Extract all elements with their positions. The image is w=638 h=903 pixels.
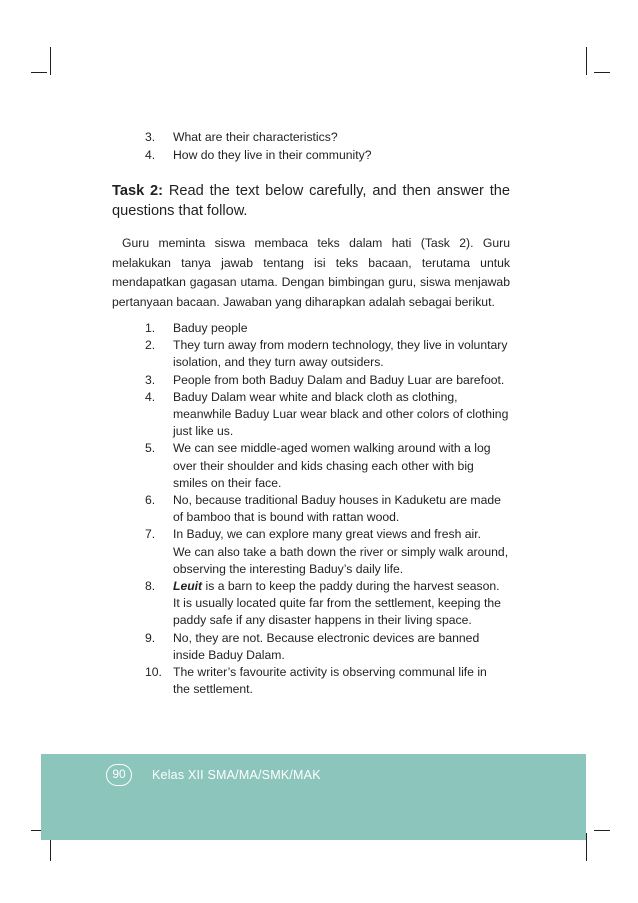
answer-body <box>173 372 513 389</box>
answer-number: 5. <box>145 441 156 456</box>
guide-text: Guru meminta siswa membaca teks dalam hati (Task 2). Guru melakukan tanya jawab tentang isi teks bacaan, terutama untuk mendapatkan gagasan utama. Dengan bimbingan guru, siswa menjawab pertanyaan bacaan. Jawaban yang diharapkan adalah sebagai berikut. <box>112 236 510 309</box>
answer-line: smiles on their face. <box>173 475 282 490</box>
answer-number: 1. <box>145 321 156 335</box>
answer-number: 10. <box>145 665 162 680</box>
answer-number: 4. <box>145 389 156 404</box>
question-text: What are their characteristics? <box>173 130 338 144</box>
answer-line: the settlement. <box>173 682 253 697</box>
answer-line: of bamboo that is bound with rattan wood. <box>173 510 400 525</box>
answer-line: meanwhile Baduy Luar wear black and other colors of clothing <box>173 407 509 422</box>
answer-item <box>145 526 513 578</box>
crop-mark-bottom-right-vertical <box>586 833 587 861</box>
footer-book-title: Kelas XII SMA/MA/SMK/MAK <box>152 768 321 782</box>
answer-line: Baduy people <box>173 321 248 335</box>
answer-number: 6. <box>145 493 156 508</box>
question-text: How do they live in their community? <box>173 148 372 162</box>
answer-number: 7. <box>145 527 156 542</box>
answer-body <box>173 337 513 371</box>
answer-item <box>145 492 513 526</box>
answer-line: inside Baduy Dalam. <box>173 647 285 662</box>
question-item <box>145 128 371 146</box>
question-item <box>145 146 371 164</box>
answer-body <box>173 578 513 630</box>
answer-body <box>173 389 513 441</box>
answer-line: In Baduy, we can explore many great views and fresh air. <box>173 527 482 542</box>
crop-mark-top-right-horizontal <box>594 72 610 73</box>
answer-body <box>173 492 513 526</box>
answer-item <box>145 320 513 337</box>
answer-line: observing the interesting Baduy’s daily life. <box>173 561 404 576</box>
answer-line-text: is a barn to keep the paddy during the harvest season. <box>202 579 500 594</box>
answer-number: 2. <box>145 338 156 353</box>
answer-line: Baduy Dalam wear white and black cloth as clothing, <box>173 389 458 404</box>
answer-body <box>173 526 513 578</box>
crop-mark-top-left-vertical <box>50 47 51 75</box>
page-number-badge: 90 <box>106 764 132 786</box>
answer-term-leuit: Leuit <box>173 579 203 594</box>
answer-item <box>145 578 513 630</box>
answer-line: No, because traditional Baduy houses in Kaduketu are made <box>173 493 501 508</box>
answer-item <box>145 664 513 698</box>
answer-line: They turn away from modern technology, they live in voluntary <box>173 338 508 353</box>
answer-number: 8. <box>145 579 156 594</box>
answer-list <box>145 320 513 698</box>
answer-line: We can see middle-aged women walking around with a log <box>173 441 491 456</box>
answer-line: over their shoulder and kids chasing each other with big <box>173 458 474 473</box>
answer-item <box>145 372 513 389</box>
answer-line: People from both Baduy Dalam and Baduy Luar are barefoot. <box>173 372 505 387</box>
answer-item <box>145 389 513 441</box>
answer-line: paddy safe if any disaster happens in their living space. <box>173 613 472 628</box>
answer-line: We can also take a bath down the river or simply walk around, <box>173 544 509 559</box>
answer-line: isolation, and they turn away outsiders. <box>173 355 384 370</box>
teacher-guide-paragraph <box>112 234 510 312</box>
task-instruction: Read the text below carefully, and then answer the questions that follow. <box>112 183 510 219</box>
answer-item <box>145 337 513 371</box>
answer-item <box>145 630 513 664</box>
answer-line: It is usually located quite far from the settlement, keeping the <box>173 596 501 611</box>
task-label: Task 2: <box>112 183 164 199</box>
answer-line: just like us. <box>173 424 234 439</box>
answer-line: The writer’s favourite activity is observing communal life in <box>173 665 487 680</box>
task-heading <box>112 181 510 221</box>
answer-item <box>145 440 513 492</box>
answer-number: 3. <box>145 372 156 387</box>
question-number: 3. <box>145 130 156 144</box>
answer-body <box>173 630 513 664</box>
answer-body <box>173 440 513 492</box>
question-number: 4. <box>145 148 156 162</box>
answer-number: 9. <box>145 630 156 645</box>
crop-mark-top-right-vertical <box>586 47 587 75</box>
answer-body <box>173 664 513 698</box>
crop-mark-top-left-horizontal <box>31 72 47 73</box>
answer-line: No, they are not. Because electronic devices are banned <box>173 630 480 645</box>
crop-mark-bottom-right-horizontal <box>594 830 610 831</box>
answer-line <box>173 578 513 595</box>
question-list <box>145 128 371 164</box>
answer-body <box>173 320 513 337</box>
